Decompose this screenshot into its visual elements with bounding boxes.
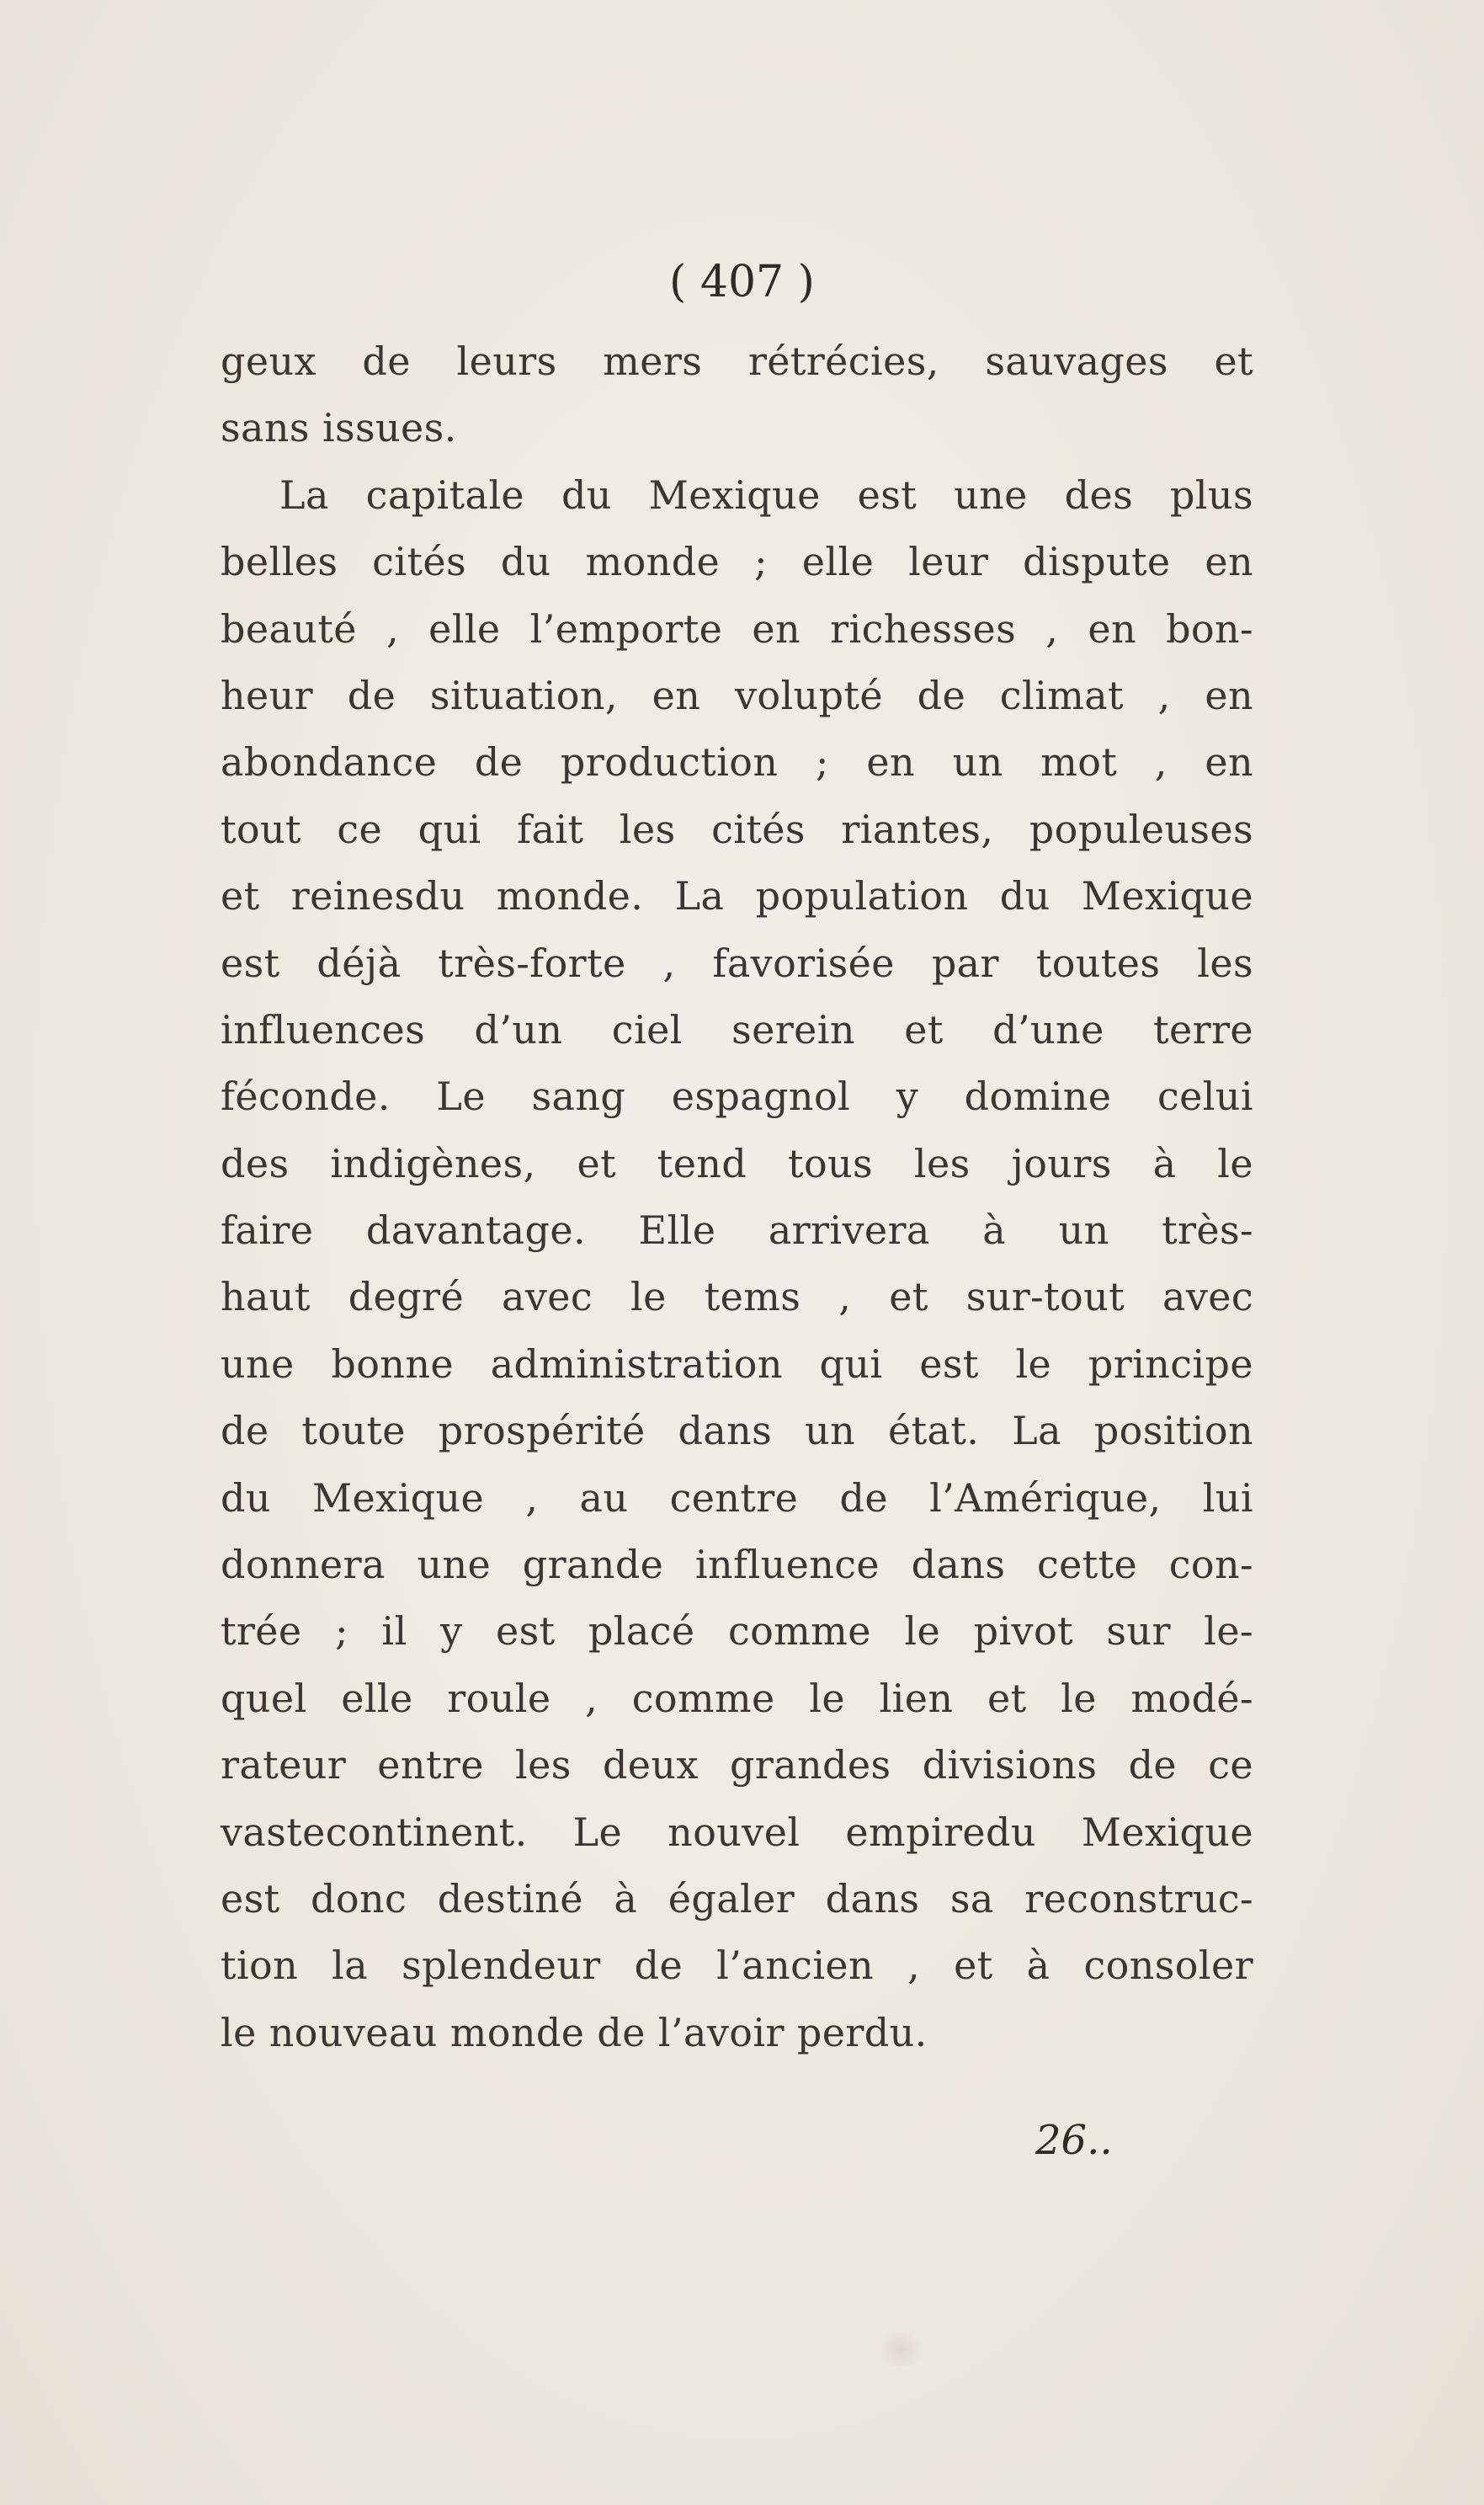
text-line: féconde. Le sang espagnol y domine celui: [221, 1074, 1253, 1120]
text-line: faire davantage. Elle arrivera à un très-: [221, 1207, 1253, 1254]
text-line: heur de situation, en volupté de climat , en: [221, 672, 1253, 718]
text-line: est donc destiné à égaler dans sa reconstruc-: [221, 1875, 1253, 1921]
text-line: haut degré avec le tems , et sur-tout avec: [221, 1274, 1253, 1320]
text-line: vastecontinent. Le nouvel empiredu Mexique: [221, 1809, 1253, 1855]
catchword-signature: 26..: [1035, 2117, 1113, 2164]
text-line: geux de leurs mers rétrécies, sauvages et: [221, 338, 1253, 384]
text-line: belles cités du monde ; elle leur dispute en: [221, 539, 1253, 585]
text-line: une bonne administration qui est le principe: [221, 1340, 1253, 1387]
paragraph-first-line: La capitale du Mexique est une des plus: [279, 472, 1253, 518]
text-line: beauté , elle l’emporte en richesses , en bon-: [221, 605, 1253, 652]
body-text: [221, 328, 1253, 2066]
text-line: le nouveau monde de l’avoir perdu.: [221, 2009, 928, 2055]
text-line: des indigènes, et tend tous les jours à le: [221, 1140, 1253, 1186]
text-line: abondance de production ; en un mot , en: [221, 739, 1253, 786]
text-line: tion la splendeur de l’ancien , et à consoler: [221, 1943, 1253, 1989]
page-number-header: ( 407 ): [669, 257, 815, 307]
text-line: de toute prospérité dans un état. La position: [221, 1408, 1253, 1454]
text-line: sans issues.: [221, 405, 457, 451]
text-line: quel elle roule , comme le lien et le modé-: [221, 1675, 1253, 1721]
text-line: et reinesdu monde. La population du Mexique: [221, 873, 1253, 919]
text-line: trée ; il y est placé comme le pivot sur le-: [221, 1608, 1253, 1655]
text-line: tout ce qui fait les cités riantes, populeuses: [221, 806, 1253, 852]
paper-smudge: [875, 2332, 926, 2366]
text-line: donnera une grande influence dans cette con-: [221, 1542, 1253, 1588]
text-line: rateur entre les deux grandes divisions de ce: [221, 1742, 1253, 1788]
text-line: influences d’un ciel serein et d’une terre: [221, 1006, 1253, 1053]
text-line: est déjà très-forte , favorisée par toutes les: [221, 940, 1253, 986]
text-line: du Mexique , au centre de l’Amérique, lui: [221, 1474, 1253, 1521]
